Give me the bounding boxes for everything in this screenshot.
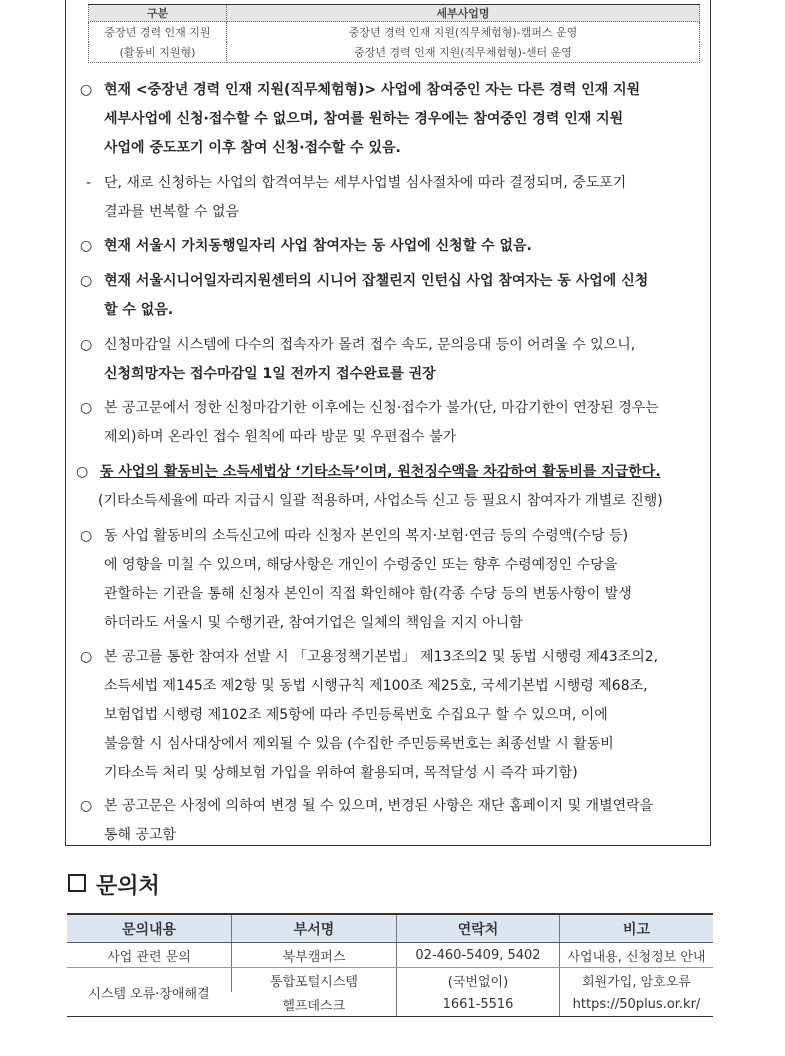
table-cell: 02-460-5409, 5402 xyxy=(397,943,560,968)
table-row xyxy=(67,968,713,993)
table-cell: 회원가입, 암호오류 xyxy=(560,968,714,993)
notice-line: 불응할 시 심사대상에서 제외될 수 있음 (수집한 주민등록번호는 최종선발 시 활동비 xyxy=(104,736,614,752)
notice-line: 단, 새로 신청하는 사업의 합격여부는 세부사업별 심사절차에 따라 결정되며, 중도포기 xyxy=(104,175,627,191)
notice-line: 제외)하며 온라인 접수 원칙에 따라 방문 및 우편접수 불가 xyxy=(104,429,457,445)
table-header: 구분 xyxy=(89,5,227,22)
notice-item xyxy=(80,267,706,325)
bullet-marker: ○ xyxy=(80,337,93,353)
table-cell: 중장년 경력 인재 지원(직무체험형)-센터 운영 xyxy=(227,42,700,63)
website-link[interactable]: https://50plus.or.kr/ xyxy=(560,992,714,1017)
notice-line: 보험업법 시행령 제102조 제5항에 따라 주민등록번호 수집요구 할 수 있으며, 이에 xyxy=(104,707,608,723)
notice-item xyxy=(80,169,706,227)
table-cell: 통합포털시스템 xyxy=(232,968,397,993)
bullet-marker: ○ xyxy=(80,238,93,254)
table-cell: (활동비 지원형) xyxy=(89,42,227,63)
notice-line: 기타소득 처리 및 상해보험 가입을 위하여 활용되며, 목적달성 시 즉각 파기함) xyxy=(104,765,578,781)
notice-line: 현재 서울시니어일자리지원센터의 시니어 잡챌린지 인턴십 사업 참여자는 동 사업에 신청 xyxy=(104,273,649,289)
bullet-marker: ○ xyxy=(80,82,93,98)
notice-line: 현재 서울시 가치동행일자리 사업 참여자는 동 사업에 신청할 수 없음. xyxy=(104,238,532,254)
notice-line: 본 공고문에서 정한 신청마감기한 이후에는 신청·접수가 불가(단, 마감기한이 연장된 경우는 xyxy=(104,400,659,416)
bullet-marker: ○ xyxy=(80,400,93,416)
notice-item xyxy=(80,522,706,638)
table-header: 문의내용 xyxy=(67,914,232,943)
notice-line: 세부사업에 신청·접수할 수 없으며, 참여를 원하는 경우에는 참여중인 경력 인재 지원 xyxy=(104,111,624,127)
dash-marker: - xyxy=(86,175,92,191)
table-cell: 중장년 경력 인재 지원(직무체험형)-캠퍼스 운영 xyxy=(227,22,700,43)
notice-item xyxy=(80,792,706,850)
notice-line: 사업에 중도포기 이후 참여 신청·접수할 수 있음. xyxy=(104,140,401,156)
table-cell: 1661-5516 xyxy=(397,992,560,1017)
table-row xyxy=(67,943,713,968)
notice-line: 신청마감일 시스템에 다수의 접속자가 몰려 접수 속도, 문의응대 등이 어려울 수 있으니, xyxy=(104,337,636,353)
bullet-marker: ○ xyxy=(80,649,93,665)
notice-item xyxy=(80,331,706,389)
notice-item xyxy=(80,232,706,261)
notice-line: 소득세법 제145조 제2항 및 동법 시행규칙 제100조 제25호, 국세기본법 시행령 제68조, xyxy=(104,678,648,694)
table-cell: 헬프데스크 xyxy=(232,992,397,1017)
table-header: 세부사업명 xyxy=(227,5,700,22)
bullet-marker: ○ xyxy=(80,798,93,814)
program-table xyxy=(88,4,700,63)
table-header: 부서명 xyxy=(232,914,397,943)
table-cell: 사업 관련 문의 xyxy=(67,943,232,968)
bullet-marker: ○ xyxy=(80,273,93,289)
notice-line: 현재 <중장년 경력 인재 지원(직무체험형)> 사업에 참여중인 자는 다른 경력 인재 지원 xyxy=(104,82,641,98)
table-cell: 사업내용, 신청정보 안내 xyxy=(560,943,714,968)
contact-table xyxy=(67,913,713,1017)
table-cell: 북부캠퍼스 xyxy=(232,943,397,968)
notice-line: 결과를 번복할 수 없음 xyxy=(104,204,240,220)
notice-line: 본 공고문은 사정에 의하여 변경 될 수 있으며, 변경된 사항은 재단 홈페이지 및 개별연락을 xyxy=(104,798,654,814)
bullet-marker: ○ xyxy=(80,528,93,544)
notice-item xyxy=(80,643,706,788)
table-cell: 중장년 경력 인재 지원 xyxy=(89,22,227,43)
notice-line: 에 영향을 미칠 수 있으며, 해당사항은 개인이 수령중인 또는 향후 수령예정인 수당을 xyxy=(104,557,618,573)
notice-line: 동 사업의 활동비는 소득세법상 ‘기타소득’이며, 원천징수액을 차감하여 활동비를 지급한다. xyxy=(100,464,661,480)
table-cell: 시스템 오류·장애해결 xyxy=(67,968,232,1017)
bullet-marker: ○ xyxy=(76,464,89,480)
notice-line: 신청희망자는 접수마감일 1일 전까지 접수완료를 권장 xyxy=(104,366,436,382)
table-header: 비고 xyxy=(560,914,714,943)
notice-item xyxy=(80,394,706,452)
notice-line: 통해 공고함 xyxy=(104,827,177,843)
notice-line: 본 공고를 통한 참여자 선발 시 「고용정책기본법」 제13조의2 및 동법 시행령 제43조의2, xyxy=(104,649,659,665)
notice-line: 하더라도 서울시 및 수행기관, 참여기업은 일체의 책임을 지지 아니함 xyxy=(104,615,523,631)
notice-line: 동 사업 활동비의 소득신고에 따라 신청자 본인의 복지·보험·연금 등의 수령액(수당 등) xyxy=(104,528,629,544)
notice-item xyxy=(80,76,706,163)
notice-line: 할 수 없음. xyxy=(104,302,174,318)
notice-line: 관할하는 기관을 통해 신청자 본인이 직접 확인해야 함(각종 수당 등의 변동사항이 발생 xyxy=(104,586,632,602)
table-cell: (국번없이) xyxy=(397,968,560,993)
notice-line: (기타소득세율에 따라 지급시 일괄 적용하며, 사업소득 신고 등 필요시 참여자가 개별로 진행) xyxy=(98,493,663,509)
checkbox-square-icon xyxy=(68,874,86,892)
contact-heading-text: 문의처 xyxy=(96,874,160,899)
notice-item xyxy=(76,458,708,516)
table-header: 연락처 xyxy=(397,914,560,943)
contact-heading xyxy=(68,869,160,900)
